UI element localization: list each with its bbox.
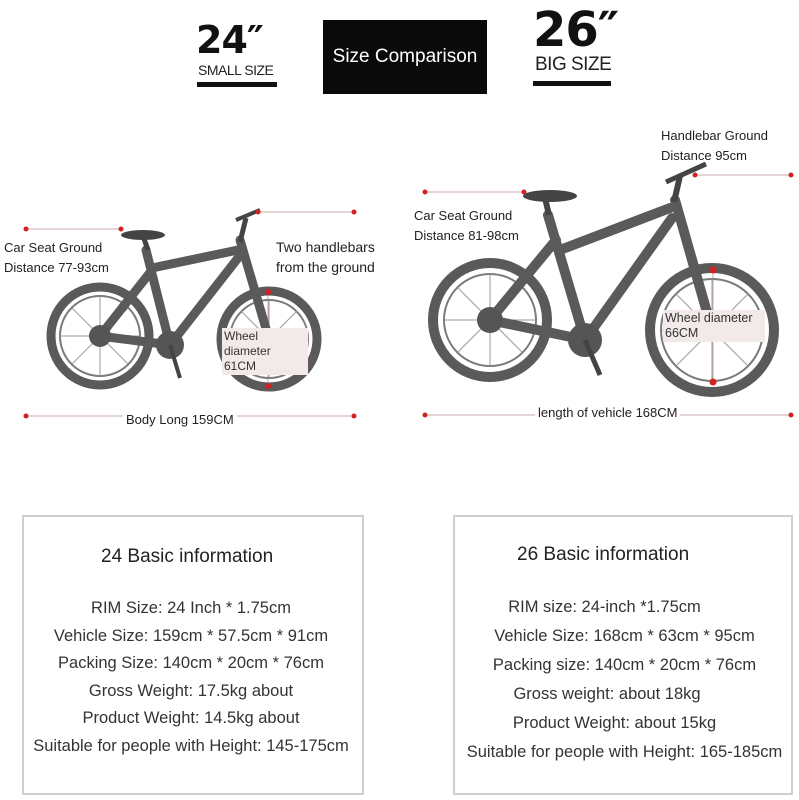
- bike26-seat-label-line2: Distance 81-98cm: [414, 228, 519, 243]
- stem: [240, 218, 246, 242]
- seat-marker-left: [24, 227, 29, 232]
- info24-vehicle-size: Vehicle Size: 159cm * 57.5cm * 91cm: [53, 626, 329, 645]
- bike24-handlebar-label-line2: from the ground: [276, 259, 375, 275]
- bike26-handlebar-label-line1: Handlebar Ground: [661, 128, 768, 143]
- seat-marker-left: [423, 190, 428, 195]
- info26-rim-size: RIM size: 24-inch *1.75cm: [508, 598, 701, 616]
- info26-gross-weight: Gross weight: about 18kg: [513, 685, 701, 703]
- length-marker-right: [352, 414, 357, 419]
- handlebar-marker-left: [256, 210, 261, 215]
- big-size-underline: [533, 81, 611, 86]
- top-tube: [152, 250, 238, 268]
- info24-suitable-height: Suitable for people with Height: 145-175cm: [33, 736, 349, 755]
- saddle: [523, 190, 577, 202]
- small-size-underline: [197, 82, 277, 87]
- seat-marker-right: [119, 227, 124, 232]
- info24-title: 24 Basic information: [101, 546, 274, 567]
- info24-gross-weight: Gross Weight: 17.5kg about: [88, 681, 294, 700]
- handlebar: [666, 164, 706, 182]
- length-marker-right: [789, 413, 794, 418]
- bike24-wheel-label-line2: 61CM: [224, 359, 257, 373]
- bike26-length-label: length of vehicle 168CM: [535, 403, 680, 423]
- big-size-caption: BIG SIZE: [535, 54, 612, 75]
- bike26-handlebar-label: [661, 126, 768, 166]
- info24-lines: [0, 596, 382, 761]
- wheel-marker-top: [265, 289, 271, 295]
- info24-rim-size: RIM Size: 24 Inch * 1.75cm: [91, 599, 291, 617]
- info26-product-weight: Product Weight: about 15kg: [512, 714, 717, 732]
- bike-24-illustration: [0, 195, 390, 435]
- small-size-number: 24″: [196, 18, 263, 62]
- bike26-wheel-label-line1: Wheel diameter: [665, 311, 753, 325]
- bike24-seat-label-line2: Distance 77-93cm: [4, 260, 109, 275]
- bike26-wheel-label: [663, 310, 765, 342]
- page-title: Size Comparison: [323, 20, 487, 94]
- big-size-number: 26″: [533, 2, 619, 58]
- wheel-marker-bottom: [710, 379, 717, 386]
- bike24-seat-label-line1: Car Seat Ground: [4, 240, 103, 255]
- bike24-handlebar-label: [276, 237, 375, 277]
- handlebar-marker-right: [789, 173, 794, 178]
- wheel-marker-top: [710, 267, 717, 274]
- info26-vehicle-size: Vehicle Size: 168cm * 63cm * 95cm: [494, 627, 755, 645]
- seat-marker-right: [522, 190, 527, 195]
- bike24-seat-label: [4, 238, 109, 278]
- bike-26-illustration: [400, 160, 799, 435]
- saddle: [121, 230, 165, 240]
- handlebar-marker-left: [693, 173, 698, 178]
- bike24-wheel-label-line1: Wheel diameter: [224, 329, 271, 358]
- length-marker-left: [24, 414, 29, 419]
- bike26-seat-label-line1: Car Seat Ground: [414, 208, 513, 223]
- wheel-marker-bottom: [265, 383, 271, 389]
- handlebar-marker-right: [352, 210, 357, 215]
- small-size-caption: SMALL SIZE: [198, 62, 274, 78]
- info24-product-weight: Product Weight: 14.5kg about: [82, 709, 300, 727]
- bike26-seat-label: [414, 206, 519, 246]
- bike24-length-label: Body Long 159CM: [123, 410, 237, 430]
- bike26-wheel-label-line2: 66CM: [665, 326, 699, 340]
- info26-lines: [452, 595, 797, 769]
- bike26-handlebar-label-line2: Distance 95cm: [661, 148, 747, 163]
- info26-packing-size: Packing size: 140cm * 20cm * 76cm: [492, 656, 757, 674]
- bike24-handlebar-label-line1: Two handlebars: [276, 239, 375, 255]
- seat-tube: [548, 215, 585, 340]
- length-marker-left: [423, 413, 428, 418]
- rear-cassette: [477, 307, 503, 333]
- info26-title: 26 Basic information: [517, 544, 690, 565]
- rear-cassette: [89, 325, 111, 347]
- info24-packing-size: Packing Size: 140cm * 20cm * 76cm: [58, 654, 324, 672]
- info26-suitable-height: Suitable for people with Height: 165-185cm: [466, 743, 783, 761]
- bike24-wheel-label: [222, 328, 308, 375]
